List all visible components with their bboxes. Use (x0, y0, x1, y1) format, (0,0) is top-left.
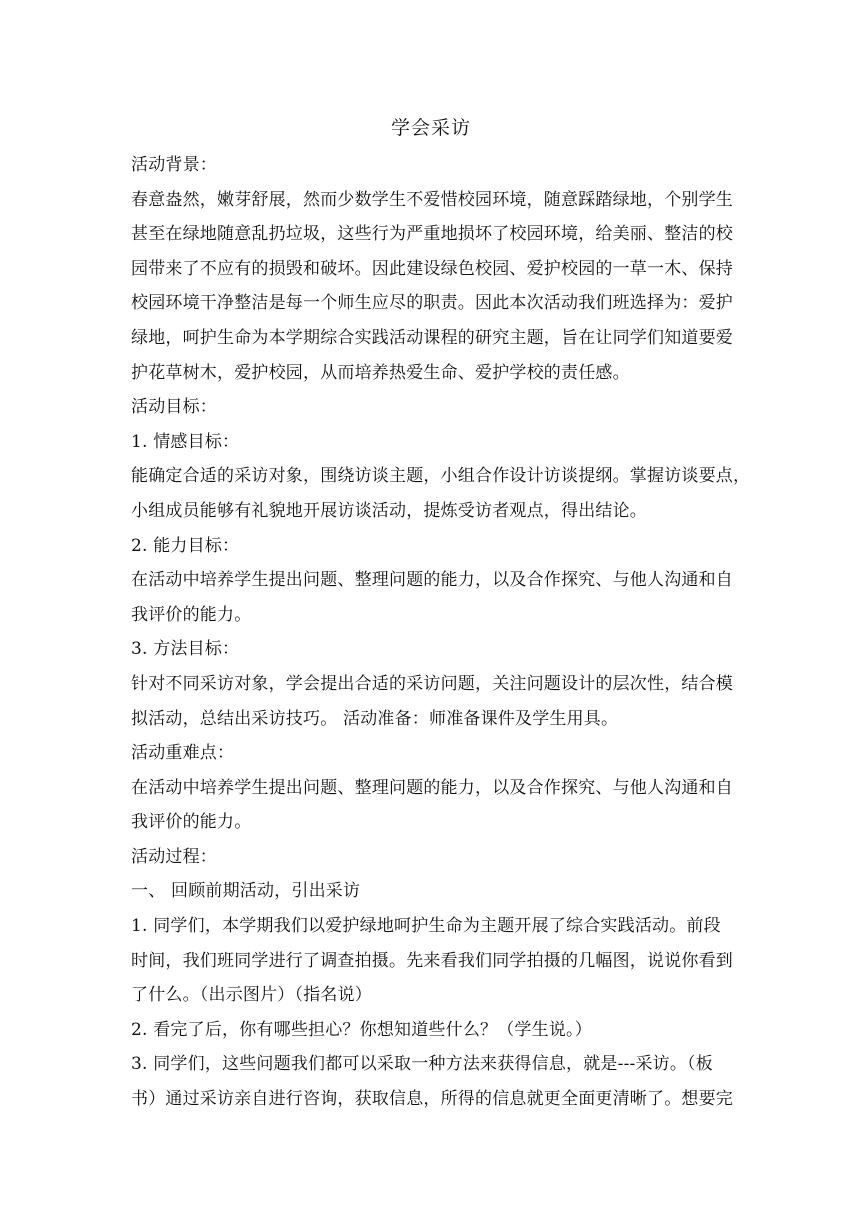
paragraph-line: 我评价的能力。 (131, 604, 252, 625)
paragraph-line: 了什么。（出示图片）（指名说） (131, 985, 372, 1006)
paragraph-line: 小组成员能够有礼貌地开展访谈活动，提炼受访者观点，得出结论。 (131, 500, 647, 521)
heading-activity-background: 活动背景： (131, 155, 217, 175)
paragraph-line: 园带来了不应有的损毁和破坏。因此建设绿色校园、爱护校园的一草一木、保持 (131, 258, 733, 279)
list-item-3: 3. 同学们，这些问题我们都可以采取一种方法来获得信息，就是---采访。（板 (131, 1054, 713, 1075)
paragraph-line: 能确定合适的采访对象，围绕访谈主题，小组合作设计访谈提纲。掌握访谈要点， (131, 466, 751, 487)
document-title: 学会采访 (390, 117, 471, 139)
list-item-1: 1. 同学们，本学期我们以爱护绿地呵护生命为主题开展了综合实践活动。前段 (131, 916, 721, 937)
paragraph-line: 校园环境干净整洁是每一个师生应尽的职责。因此本次活动我们班选择为：爱护 (131, 293, 733, 314)
paragraph-line: 在活动中培养学生提出问题、整理问题的能力，以及合作探究、与他人沟通和自 (131, 777, 733, 798)
paragraph-line: 在活动中培养学生提出问题、整理问题的能力，以及合作探究、与他人沟通和自 (131, 570, 733, 591)
section-heading-one: 一、 回顾前期活动，引出采访 (131, 881, 361, 902)
paragraph-line: 书）通过采访亲自进行咨询，获取信息，所得的信息就更全面更清晰了。想要完 (131, 1089, 733, 1110)
paragraph-line: 时间，我们班同学进行了调查拍摄。先来看我们同学拍摄的几幅图，说说你看到 (131, 950, 733, 971)
subheading-method-goal: 3. 方法目标： (131, 639, 240, 660)
heading-activity-goals: 活动目标： (131, 397, 217, 418)
paragraph-line: 我评价的能力。 (131, 812, 252, 833)
subheading-emotional-goal: 1. 情感目标： (131, 431, 240, 452)
paragraph-line: 针对不同采访对象，学会提出合适的采访问题，关注问题设计的层次性，结合模 (131, 673, 733, 694)
subheading-ability-goal: 2. 能力目标： (131, 535, 240, 556)
heading-key-points: 活动重难点： (131, 743, 235, 764)
heading-activity-process: 活动过程： (131, 846, 217, 867)
paragraph-line: 拟活动，总结出采访技巧。 活动准备：师准备课件及学生用具。 (131, 708, 619, 729)
paragraph-line: 春意盎然，嫩芽舒展，然而少数学生不爱惜校园环境，随意踩踏绿地，个别学生 (131, 189, 733, 210)
list-item-2: 2. 看完了后，你有哪些担心？你想知道些什么？（学生说。） (131, 1019, 592, 1040)
paragraph-line: 甚至在绿地随意乱扔垃圾，这些行为严重地损坏了校园环境，给美丽、整洁的校 (131, 224, 733, 245)
paragraph-line: 护花草树木，爱护校园，从而培养热爱生命、爱护学校的责任感。 (131, 362, 630, 383)
document-body (131, 110, 751, 1117)
paragraph-line: 绿地，呵护生命为本学期综合实践活动课程的研究主题，旨在让同学们知道要爱 (131, 327, 733, 348)
